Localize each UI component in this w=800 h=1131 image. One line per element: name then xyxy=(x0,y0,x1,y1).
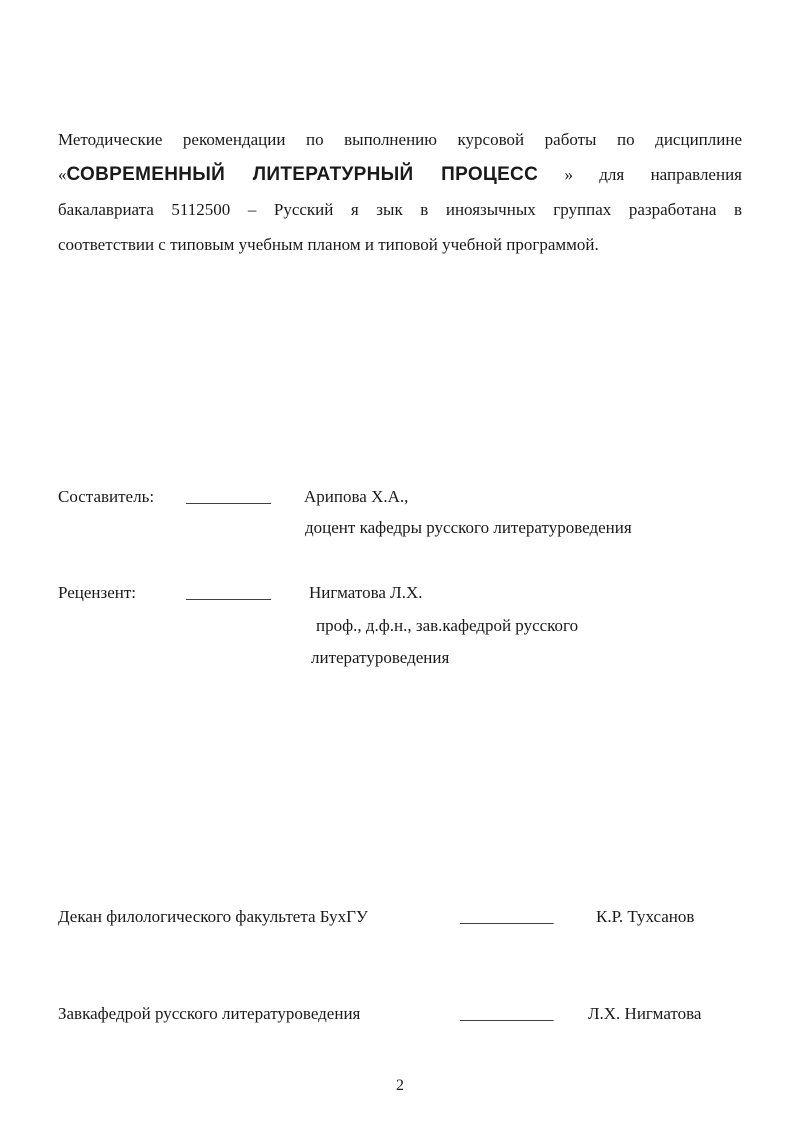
reviewer-position-line-2: литературоведения xyxy=(311,648,450,667)
page-number: 2 xyxy=(396,1077,404,1094)
intro-line-1: Методические рекомендации по выполнению курсовой работы по дисциплине xyxy=(58,130,742,149)
dean-signature-line: ___________ xyxy=(460,907,554,926)
intro-line-3: бакалавриата 5112500 – Русский я зык в иноязычных группах разработана в xyxy=(58,200,742,219)
reviewer-position-line-1: проф., д.ф.н., зав.кафедрой русского xyxy=(316,616,579,635)
reviewer-name: Нигматова Л.Х. xyxy=(309,583,423,602)
dean-name: К.Р. Тухсанов xyxy=(596,907,695,926)
intro-paragraph xyxy=(58,122,742,262)
compiler-position: доцент кафедры русского литературоведения xyxy=(305,518,632,537)
course-title: СОВРЕМЕННЫЙ ЛИТЕРАТУРНЫЙ ПРОЦЕСС xyxy=(66,164,539,185)
quote-close: » для направления xyxy=(538,165,742,184)
intro-line-2 xyxy=(58,157,742,192)
head-name: Л.Х. Нигматова xyxy=(588,1004,702,1023)
compiler-label: Составитель: xyxy=(58,487,155,506)
head-label: Завкафедрой русского литературоведения xyxy=(58,1004,361,1023)
intro-line-4: соответствии с типовым учебным планом и типовой учебной программой. xyxy=(58,235,599,254)
reviewer-label: Рецензент: xyxy=(58,583,137,602)
compiler-signature-line: __________ xyxy=(186,487,271,506)
compiler-name: Арипова Х.А., xyxy=(304,487,409,506)
head-signature-line: ___________ xyxy=(460,1004,554,1023)
dean-label: Декан филологического факультета БухГУ xyxy=(58,907,368,926)
quote-open: « xyxy=(58,165,67,184)
reviewer-signature-line: __________ xyxy=(186,583,271,602)
